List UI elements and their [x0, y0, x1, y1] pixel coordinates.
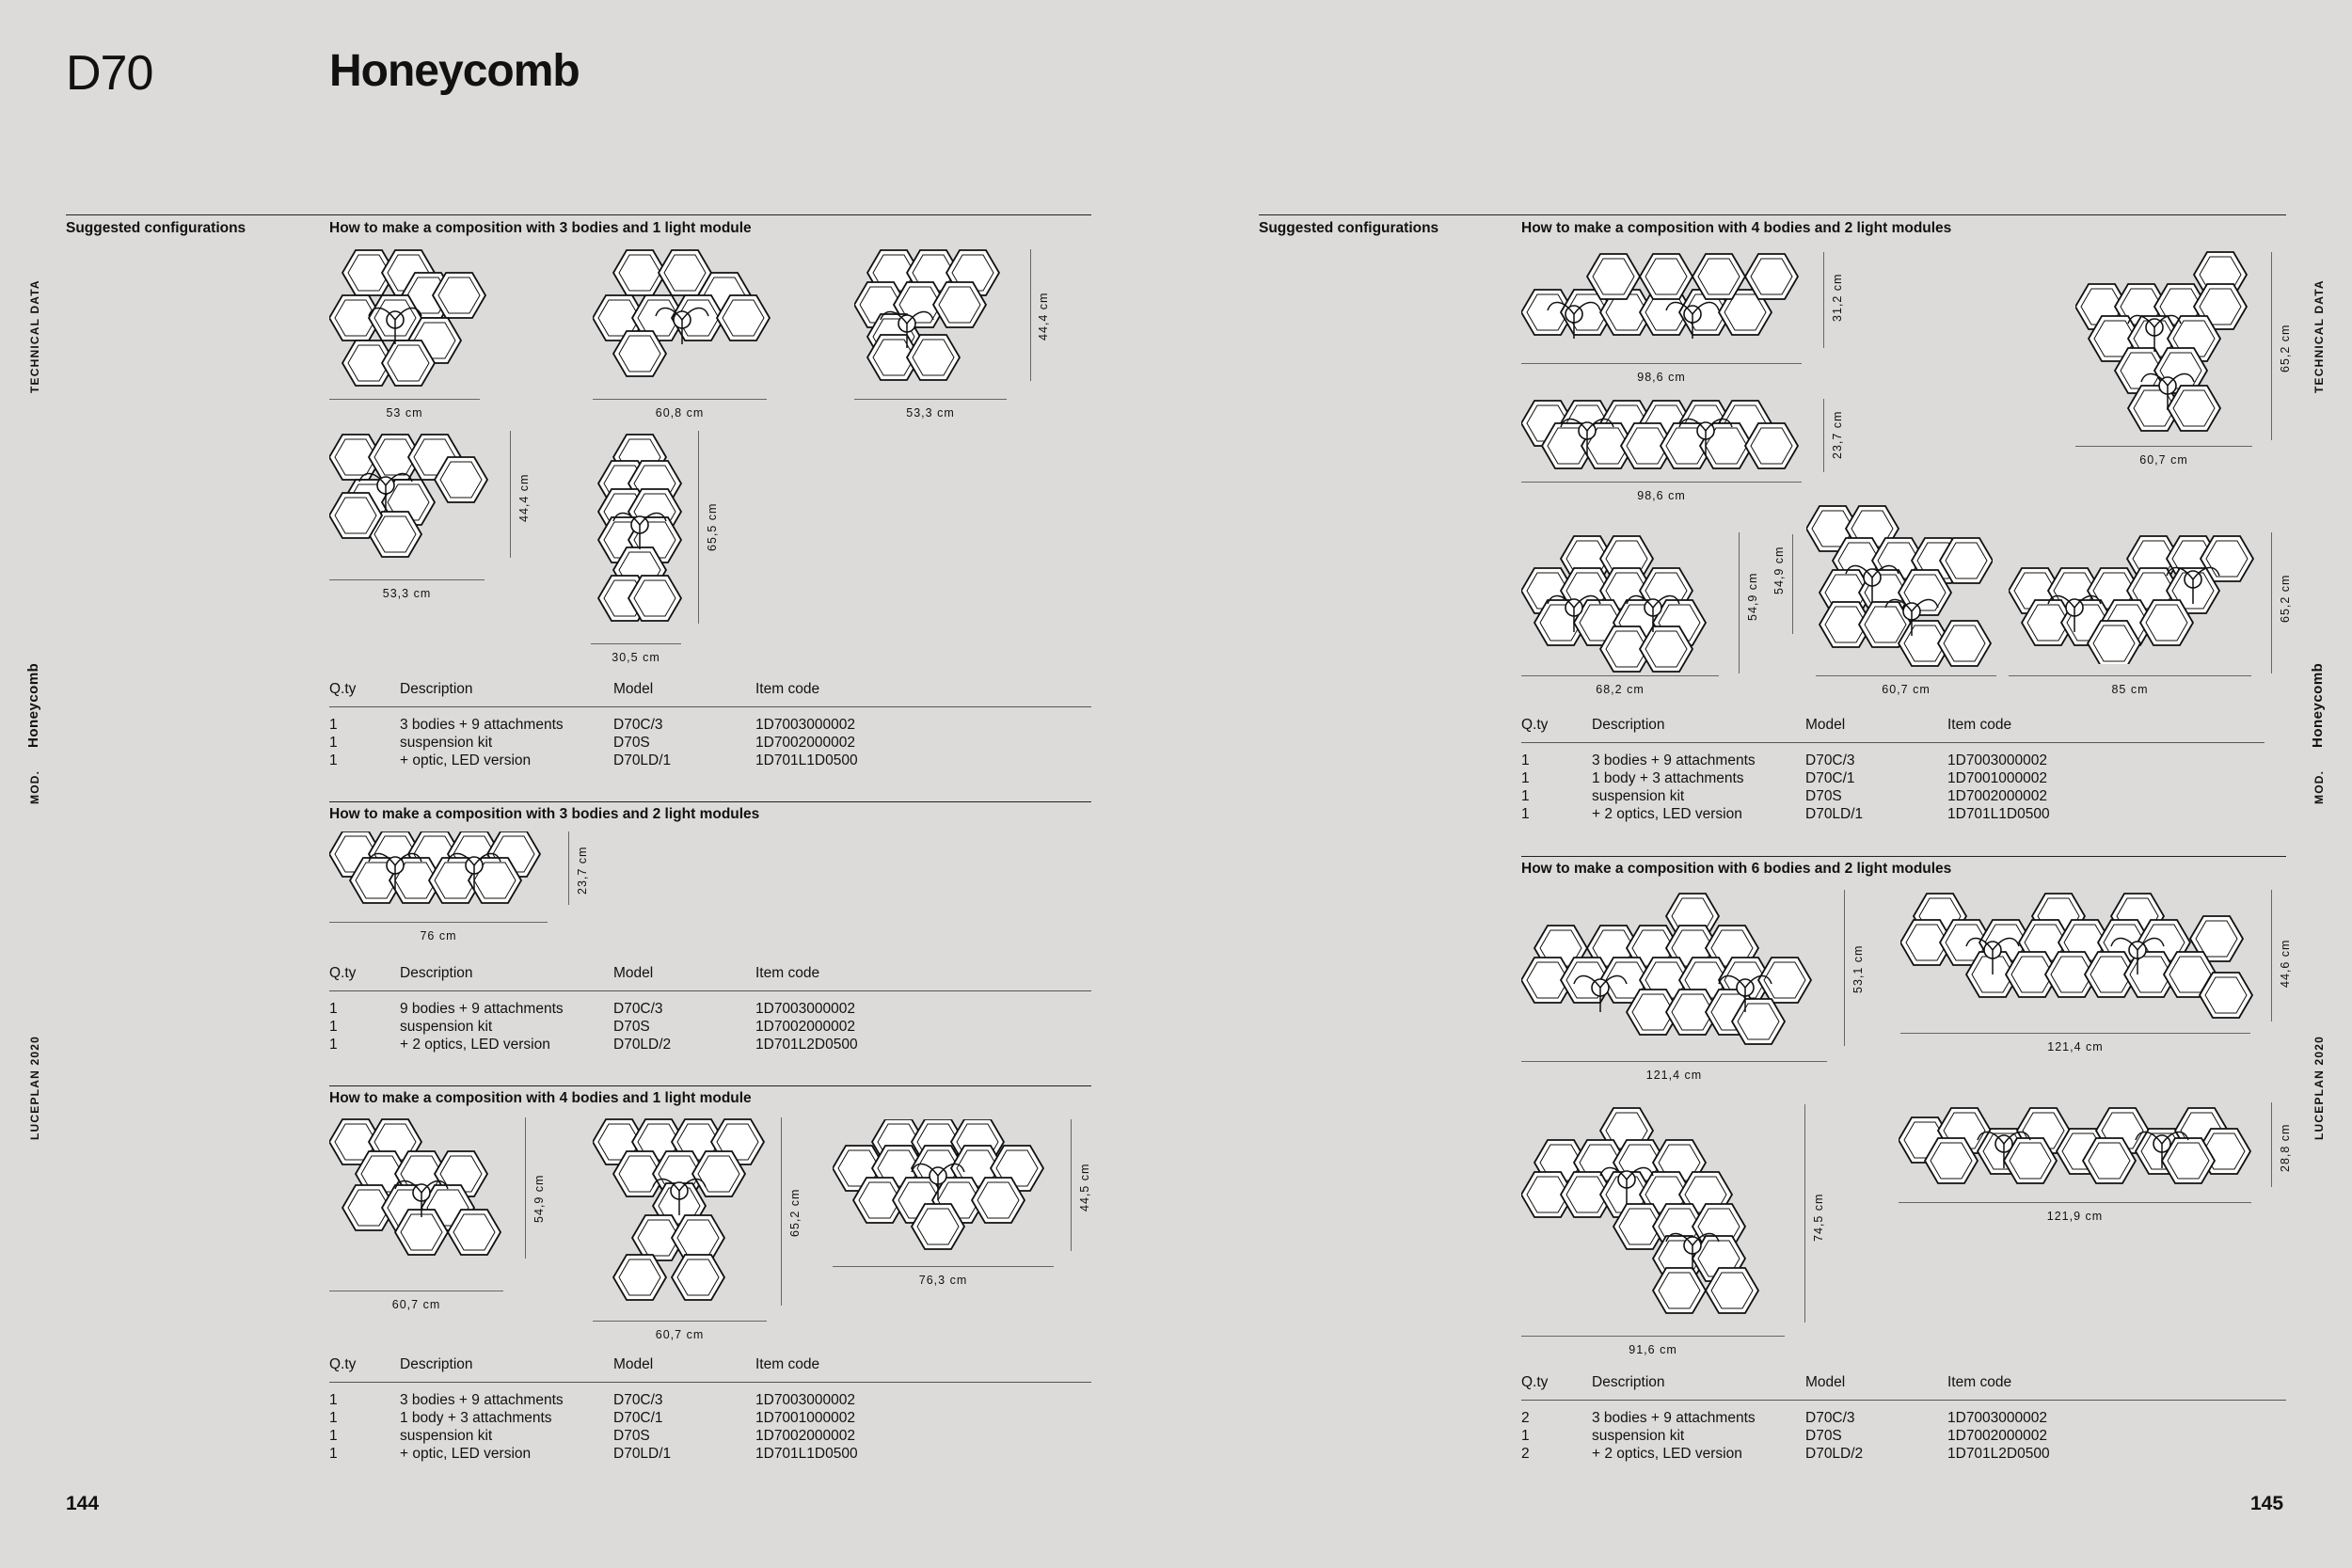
table-row	[1521, 770, 2265, 788]
vdimline-s5-d	[2271, 1102, 2272, 1187]
cell-qty: 1	[329, 1410, 338, 1426]
page-number-right: 145	[2250, 1493, 2284, 1514]
dimline-s5-d	[1899, 1202, 2251, 1203]
cell-qty: 1	[329, 1001, 338, 1017]
vdimline-s4-d	[1739, 532, 1740, 673]
fig-s4-b	[1521, 397, 1804, 472]
cell-desc: suspension kit	[400, 1428, 493, 1444]
cell-code: 1D701L2D0500	[1947, 1446, 2050, 1462]
cell-code: 1D701L1D0500	[755, 752, 858, 768]
cell-qty: 1	[329, 752, 338, 768]
vdimline-s1-c	[1030, 249, 1031, 381]
table-row	[329, 1410, 1091, 1428]
fig-s1-b	[593, 246, 771, 378]
cell-code: 1D7001000002	[1947, 770, 2048, 786]
cell-desc: 3 bodies + 9 attachments	[400, 717, 564, 733]
dimline-s4-d	[1521, 675, 1719, 676]
vdimline-s5-b	[2271, 890, 2272, 1022]
dimline-s4-c	[2075, 446, 2252, 447]
cell-model: D70C/3	[613, 717, 663, 733]
cell-model: D70LD/2	[613, 1037, 672, 1053]
section-title-s1: How to make a composition with 3 bodies and 1 light module	[329, 220, 752, 236]
dimline-s1-c	[854, 399, 1007, 400]
section-title-s2: How to make a composition with 3 bodies and 2 light modules	[329, 806, 760, 822]
cell-desc: + optic, LED version	[400, 1446, 532, 1462]
vdimline-s1-e	[698, 431, 699, 624]
vdimline-s2-a	[568, 832, 569, 905]
cell-qty: 1	[1521, 1428, 1530, 1444]
section-title-s5: How to make a composition with 6 bodies and 2 light modules	[1521, 861, 1952, 877]
dim-s2-a: 76 cm	[420, 929, 457, 942]
vdim-s3-a: 54,9 cm	[532, 1174, 546, 1223]
cell-model: D70LD/1	[1805, 806, 1864, 822]
cell-model: D70C/3	[613, 1392, 663, 1408]
cell-desc: 9 bodies + 9 attachments	[400, 1001, 564, 1017]
table-header	[1521, 1374, 2286, 1400]
table-header	[329, 965, 1091, 990]
side-label-mod-prefix-left: MOD.	[28, 769, 41, 804]
cell-model: D70C/1	[613, 1410, 663, 1426]
dim-s4-a: 98,6 cm	[1637, 371, 1686, 384]
table-row	[329, 1392, 1091, 1410]
dimline-s4-b	[1521, 482, 1802, 483]
cell-desc: + 2 optics, LED version	[400, 1037, 550, 1053]
fig-s2-a	[329, 832, 550, 905]
cell-qty: 1	[1521, 788, 1530, 804]
cell-code: 1D7002000002	[1947, 788, 2048, 804]
vdim-s5-b: 44,6 cm	[2279, 939, 2292, 988]
cell-model: D70C/3	[613, 1001, 663, 1017]
table-row	[329, 735, 1091, 752]
fig-s4-c	[2075, 248, 2254, 441]
cell-desc: suspension kit	[400, 1019, 493, 1035]
cell-qty: 1	[329, 1392, 338, 1408]
vdim-s4-c: 65,2 cm	[2279, 324, 2292, 372]
th-code: Item code	[755, 1356, 820, 1372]
vdimline-s4-b	[1823, 399, 1824, 472]
dimline-s1-d	[329, 579, 485, 580]
th-qty: Q.ty	[329, 965, 357, 981]
cell-desc: suspension kit	[400, 735, 493, 751]
table-s4	[1521, 717, 2265, 824]
cell-code: 1D7002000002	[1947, 1428, 2048, 1444]
cell-model: D70C/1	[1805, 770, 1855, 786]
side-label-brand-left: LUCEPLAN 2020	[28, 1036, 41, 1140]
fig-s1-e	[591, 431, 690, 624]
vdimline-s4-f	[2271, 532, 2272, 673]
cell-model: D70S	[613, 1428, 650, 1444]
dim-s4-b: 98,6 cm	[1637, 489, 1686, 502]
table-row	[329, 1019, 1091, 1037]
vdim-s4-d: 54,9 cm	[1746, 572, 1759, 621]
vdimline-s5-c	[1804, 1104, 1805, 1323]
page-number-left: 144	[66, 1493, 100, 1514]
top-rule-left	[66, 214, 1091, 215]
table-s1	[329, 681, 1091, 770]
dim-s3-a: 60,7 cm	[391, 1298, 441, 1311]
cell-qty: 1	[329, 735, 338, 751]
dimline-s4-f	[2009, 675, 2251, 676]
fig-s1-a	[329, 246, 489, 389]
side-label-brand-right: LUCEPLAN 2020	[2312, 1036, 2326, 1140]
table-row	[1521, 1446, 2286, 1464]
cell-qty: 1	[329, 1446, 338, 1462]
dimline-s1-b	[593, 399, 767, 400]
dimline-s3-c	[833, 1266, 1054, 1267]
fig-s3-c	[833, 1119, 1058, 1251]
dim-s5-c: 91,6 cm	[1629, 1343, 1677, 1356]
cell-desc: + 2 optics, LED version	[1592, 806, 1742, 822]
cell-code: 1D7002000002	[755, 1019, 856, 1035]
table-s3	[329, 1356, 1091, 1464]
cell-model: D70LD/1	[613, 1446, 672, 1462]
th-model: Model	[613, 1356, 654, 1372]
th-code: Item code	[1947, 1374, 2012, 1390]
cell-desc: 1 body + 3 attachments	[400, 1410, 552, 1426]
fig-s3-a	[329, 1116, 508, 1257]
fig-s4-a	[1521, 248, 1804, 352]
cell-code: 1D7003000002	[1947, 1410, 2048, 1426]
table-row	[329, 1001, 1091, 1019]
cell-qty: 1	[329, 1037, 338, 1053]
th-code: Item code	[755, 965, 820, 981]
cell-code: 1D701L1D0500	[755, 1446, 858, 1462]
cell-qty: 1	[1521, 806, 1530, 822]
page-title: Honeycomb	[329, 46, 580, 96]
vdim-s1-c: 44,4 cm	[1037, 292, 1050, 341]
vdimline-s4-e	[1792, 534, 1793, 634]
table-row	[329, 752, 1091, 770]
cell-desc: 3 bodies + 9 attachments	[1592, 1410, 1756, 1426]
vdimline-s3-a	[525, 1117, 526, 1259]
side-label-technical-left: TECHNICAL DATA	[28, 279, 41, 393]
side-label-technical-right: TECHNICAL DATA	[2312, 279, 2326, 393]
vdim-s4-a: 31,2 cm	[1831, 273, 1844, 322]
top-rule-right	[1259, 214, 2286, 215]
cell-model: D70S	[613, 1019, 650, 1035]
dimline-s4-a	[1521, 363, 1802, 364]
section-rule-s5	[1521, 856, 2286, 857]
vdim-s4-e: 54,9 cm	[1772, 546, 1786, 594]
section-title-s4: How to make a composition with 4 bodies and 2 light modules	[1521, 220, 1952, 236]
fig-s3-b	[593, 1116, 771, 1308]
cell-model: D70LD/1	[613, 752, 672, 768]
vdimline-s1-d	[510, 431, 511, 558]
cell-code: 1D7003000002	[755, 717, 856, 733]
cell-code: 1D7001000002	[755, 1410, 856, 1426]
table-row	[329, 1428, 1091, 1446]
cell-model: D70LD/2	[1805, 1446, 1864, 1462]
table-row	[329, 717, 1091, 735]
suggested-label-left: Suggested configurations	[66, 220, 246, 236]
table-row	[329, 1037, 1091, 1054]
section-rule-s2	[329, 801, 1091, 802]
fig-s1-d	[329, 431, 489, 562]
vdim-s3-c: 44,5 cm	[1078, 1163, 1091, 1212]
dim-s5-a: 121,4 cm	[1645, 1069, 1703, 1082]
dim-s4-c: 60,7 cm	[2139, 453, 2188, 467]
cell-qty: 1	[329, 1428, 338, 1444]
cell-qty: 1	[329, 1019, 338, 1035]
dimline-s5-a	[1521, 1061, 1827, 1062]
dim-s5-b: 121,4 cm	[2047, 1040, 2104, 1053]
th-qty: Q.ty	[1521, 1374, 1549, 1390]
th-qty: Q.ty	[329, 1356, 357, 1372]
cell-code: 1D701L1D0500	[1947, 806, 2050, 822]
vdim-s5-c: 74,5 cm	[1812, 1193, 1825, 1242]
vdim-s2-a: 23,7 cm	[576, 846, 589, 895]
vdim-s5-d: 28,8 cm	[2279, 1123, 2292, 1172]
vdimline-s3-c	[1071, 1119, 1072, 1251]
th-desc: Description	[1592, 1374, 1665, 1390]
cell-model: D70S	[1805, 788, 1842, 804]
side-label-mod-name-right: Honeycomb	[2310, 662, 2326, 748]
th-model: Model	[613, 965, 654, 981]
cell-model: D70C/3	[1805, 1410, 1855, 1426]
th-qty: Q.ty	[329, 681, 357, 697]
table-s5	[1521, 1374, 2286, 1464]
side-label-mod-name-left: Honeycomb	[25, 662, 41, 748]
cell-desc: 3 bodies + 9 attachments	[1592, 752, 1756, 768]
cell-code: 1D7002000002	[755, 735, 856, 751]
fig-s4-f	[2009, 532, 2255, 664]
vdimline-s4-a	[1823, 252, 1824, 348]
th-desc: Description	[400, 681, 473, 697]
th-desc: Description	[400, 965, 473, 981]
fig-s1-c	[854, 246, 1014, 383]
dimline-s4-e	[1816, 675, 1996, 676]
th-qty: Q.ty	[1521, 717, 1549, 733]
cell-desc: 1 body + 3 attachments	[1592, 770, 1744, 786]
th-model: Model	[1805, 1374, 1846, 1390]
cell-code: 1D7003000002	[755, 1392, 856, 1408]
cell-code: 1D7002000002	[755, 1428, 856, 1444]
fig-s4-d	[1521, 532, 1721, 675]
cell-model: D70C/3	[1805, 752, 1855, 768]
model-code: D70	[66, 46, 153, 101]
cell-qty: 1	[1521, 752, 1530, 768]
dim-s1-a: 53 cm	[386, 406, 423, 420]
fig-s5-d	[1899, 1102, 2251, 1187]
dimline-s3-b	[593, 1321, 767, 1322]
cell-qty: 2	[1521, 1410, 1530, 1426]
vdimline-s3-b	[781, 1117, 782, 1306]
dim-s4-d: 68,2 cm	[1596, 683, 1645, 696]
side-label-mod-prefix-right: MOD.	[2312, 769, 2326, 804]
cell-desc: + 2 optics, LED version	[1592, 1446, 1742, 1462]
cell-qty: 2	[1521, 1446, 1530, 1462]
cell-code: 1D7003000002	[755, 1001, 856, 1017]
vdim-s1-e: 65,5 cm	[706, 502, 719, 551]
table-s2	[329, 965, 1091, 1054]
cell-qty: 1	[329, 717, 338, 733]
dim-s3-b: 60,7 cm	[655, 1328, 705, 1341]
vdim-s4-b: 23,7 cm	[1831, 410, 1844, 459]
table-row	[1521, 1410, 2286, 1428]
th-model: Model	[613, 681, 654, 697]
dim-s4-f: 85 cm	[2111, 683, 2149, 696]
section-title-s3: How to make a composition with 4 bodies and 1 light module	[329, 1090, 752, 1106]
dimline-s5-c	[1521, 1336, 1785, 1337]
cell-model: D70S	[613, 735, 650, 751]
vdimline-s5-a	[1844, 890, 1845, 1046]
dim-s1-b: 60,8 cm	[655, 406, 705, 420]
table-row	[1521, 788, 2265, 806]
table-row	[1521, 1428, 2286, 1446]
section-rule-s3	[329, 1085, 1091, 1086]
dim-s1-d: 53,3 cm	[382, 587, 432, 600]
th-desc: Description	[400, 1356, 473, 1372]
vdim-s1-d: 44,4 cm	[517, 473, 531, 522]
dim-s3-c: 76,3 cm	[918, 1274, 968, 1287]
cell-code: 1D701L2D0500	[755, 1037, 858, 1053]
vdim-s5-a: 53,1 cm	[1851, 944, 1865, 993]
fig-s5-c	[1521, 1104, 1785, 1323]
dimline-s1-a	[329, 399, 480, 400]
table-row	[329, 1446, 1091, 1464]
th-desc: Description	[1592, 717, 1665, 733]
th-code: Item code	[755, 681, 820, 697]
cell-desc: + optic, LED version	[400, 752, 532, 768]
th-model: Model	[1805, 717, 1846, 733]
vdimline-s4-c	[2271, 252, 2272, 440]
dimline-s1-e	[591, 643, 681, 644]
cell-code: 1D7003000002	[1947, 752, 2048, 768]
vdim-s4-f: 65,2 cm	[2279, 574, 2292, 623]
dimline-s2-a	[329, 922, 548, 923]
cell-qty: 1	[1521, 770, 1530, 786]
cell-desc: suspension kit	[1592, 788, 1685, 804]
dim-s1-e: 30,5 cm	[612, 651, 660, 664]
th-code: Item code	[1947, 717, 2012, 733]
table-header	[329, 681, 1091, 706]
suggested-label-right: Suggested configurations	[1259, 220, 1439, 236]
dim-s1-c: 53,3 cm	[906, 406, 955, 420]
table-row	[1521, 806, 2265, 824]
table-row	[1521, 752, 2265, 770]
fig-s5-b	[1900, 890, 2253, 1022]
table-header	[329, 1356, 1091, 1382]
vdim-s3-b: 65,2 cm	[788, 1188, 802, 1237]
cell-desc: suspension kit	[1592, 1428, 1685, 1444]
cell-desc: 3 bodies + 9 attachments	[400, 1392, 564, 1408]
cell-model: D70S	[1805, 1428, 1842, 1444]
fig-s4-e	[1806, 502, 1993, 672]
dim-s4-e: 60,7 cm	[1882, 683, 1931, 696]
fig-s5-a	[1521, 890, 1832, 1046]
dimline-s5-b	[1900, 1033, 2250, 1034]
dim-s5-d: 121,9 cm	[2046, 1210, 2104, 1223]
table-header	[1521, 717, 2265, 742]
